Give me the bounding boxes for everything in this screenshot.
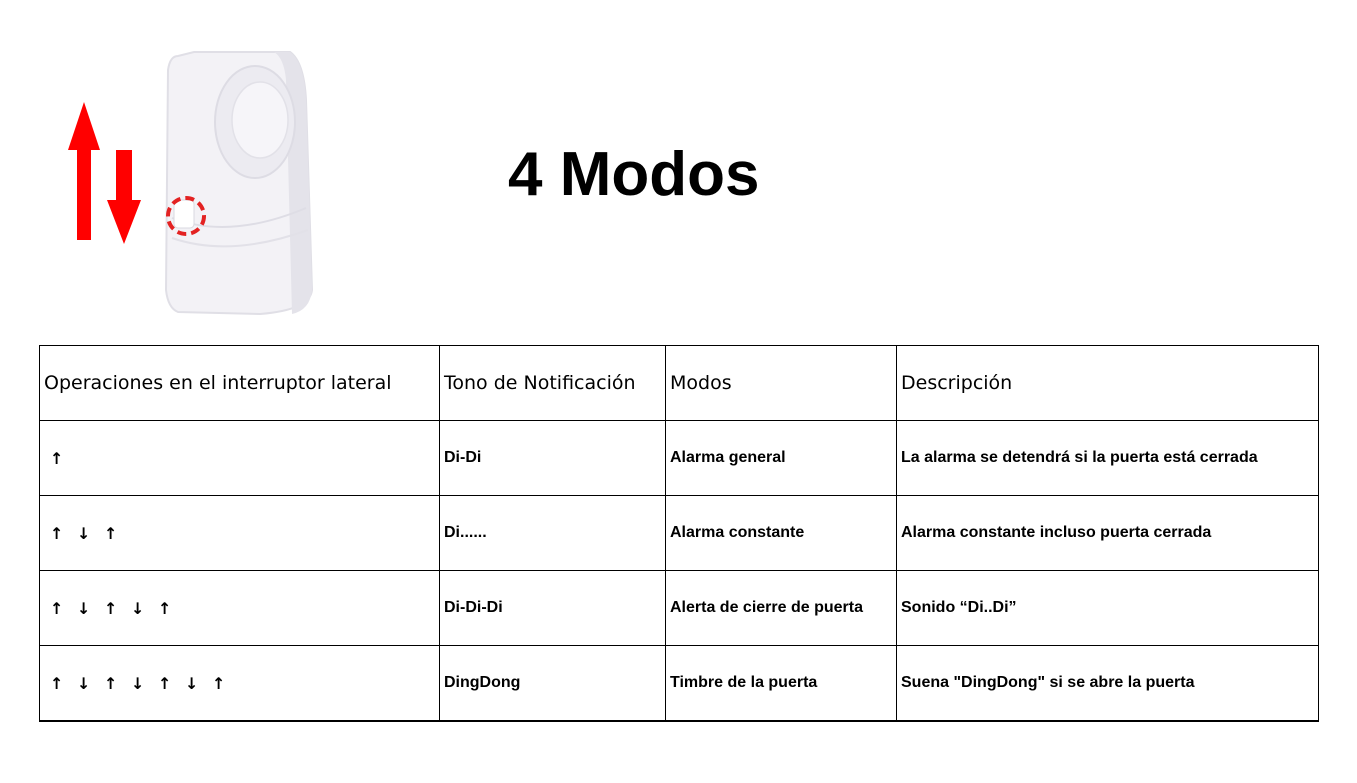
arrow-down-icon: ↓ xyxy=(131,598,145,618)
arrow-down-icon: ↓ xyxy=(185,673,199,693)
arrow-up-icon: ↑ xyxy=(50,598,64,618)
header-operations: Operaciones en el interruptor lateral xyxy=(40,346,440,421)
arrow-down-icon: ↓ xyxy=(77,598,91,618)
product-image xyxy=(60,40,330,330)
arrow-up-icon: ↑ xyxy=(158,673,172,693)
door-alarm-device-icon xyxy=(166,52,312,314)
arrow-down-icon: ↓ xyxy=(77,673,91,693)
mode-cell: Alerta de cierre de puerta xyxy=(666,571,897,646)
header-description: Descripción xyxy=(897,346,1319,421)
operations-cell xyxy=(40,496,440,571)
operations-cell xyxy=(40,571,440,646)
description-cell: Suena "DingDong" si se abre la puerta xyxy=(897,646,1319,722)
description-cell: Sonido “Di..Di” xyxy=(897,571,1319,646)
arrow-up-icon: ↑ xyxy=(104,673,118,693)
arrow-up-icon: ↑ xyxy=(50,448,64,468)
mode-cell: Timbre de la puerta xyxy=(666,646,897,722)
description-cell: Alarma constante incluso puerta cerrada xyxy=(897,496,1319,571)
table-row xyxy=(40,571,1319,646)
mode-cell: Alarma constante xyxy=(666,496,897,571)
arrow-up-icon: ↑ xyxy=(158,598,172,618)
table-row xyxy=(40,421,1319,496)
arrow-down-icon: ↓ xyxy=(131,673,145,693)
arrow-up-icon: ↑ xyxy=(104,598,118,618)
table-row xyxy=(40,496,1319,571)
operations-cell xyxy=(40,421,440,496)
header-modes: Modos xyxy=(666,346,897,421)
table-header-row xyxy=(40,346,1319,421)
mode-cell: Alarma general xyxy=(666,421,897,496)
modes-table xyxy=(39,345,1319,722)
tone-cell: Di...... xyxy=(440,496,666,571)
arrow-up-icon: ↑ xyxy=(212,673,226,693)
arrow-up-icon: ↑ xyxy=(50,523,64,543)
description-cell: La alarma se detendrá si la puerta está cerrada xyxy=(897,421,1319,496)
operations-cell xyxy=(40,646,440,722)
up-arrow-icon xyxy=(68,102,100,240)
arrow-up-icon: ↑ xyxy=(50,673,64,693)
tone-cell: Di-Di xyxy=(440,421,666,496)
arrow-down-icon: ↓ xyxy=(77,523,91,543)
arrow-up-icon: ↑ xyxy=(104,523,118,543)
table-row xyxy=(40,646,1319,722)
page-title: 4 Modos xyxy=(508,140,760,209)
tone-cell: Di-Di-Di xyxy=(440,571,666,646)
header-tone: Tono de Notificación xyxy=(440,346,666,421)
tone-cell: DingDong xyxy=(440,646,666,722)
down-arrow-icon xyxy=(107,150,141,244)
